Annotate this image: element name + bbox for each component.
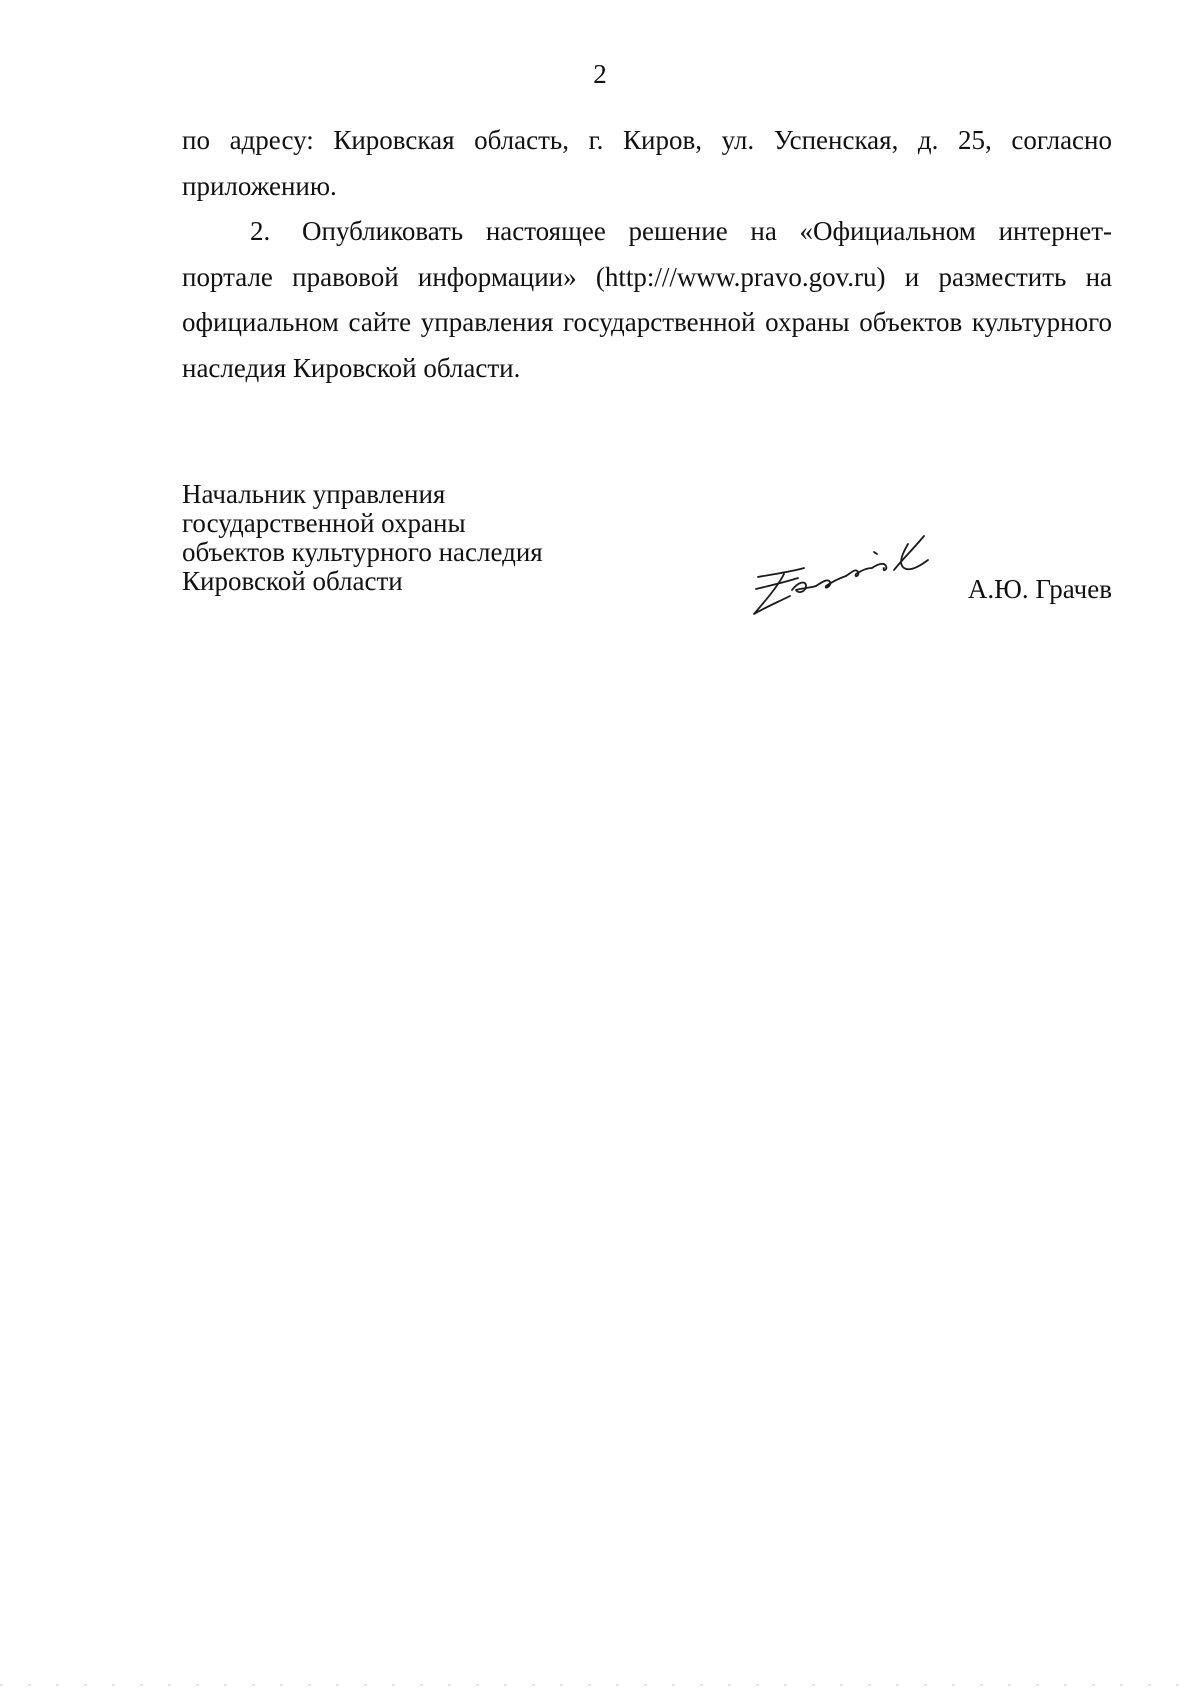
document-body	[182, 118, 1112, 391]
paragraph-publish-text: Опубликовать настоящее решение на «Официальном интернет-портале правовой информации» (http:///www.pravo.gov.ru) и разместить на официальном сайте управления государственной охраны объектов культурного наследия Кировской области.	[182, 216, 1112, 383]
signatory-title-line: Начальник управления	[182, 479, 446, 509]
signatory-title-line: объектов культурного наследия	[182, 537, 543, 567]
signatory-title-line: государственной охраны	[182, 508, 466, 538]
signer-name: А.Ю. Грачев	[967, 574, 1112, 604]
signatory-title	[182, 480, 702, 596]
scan-edge-artifact	[0, 1684, 1200, 1686]
page-number: 2	[593, 59, 607, 89]
paragraph-number: 2.	[250, 216, 271, 246]
paragraph-publish	[182, 209, 1112, 391]
handwritten-signature	[744, 530, 939, 625]
signatory-title-line: Кировской области	[182, 566, 403, 596]
paragraph-address: по адресу: Кировская область, г. Киров, ул. Успенская, д. 25, согласно приложению.	[182, 125, 1112, 201]
